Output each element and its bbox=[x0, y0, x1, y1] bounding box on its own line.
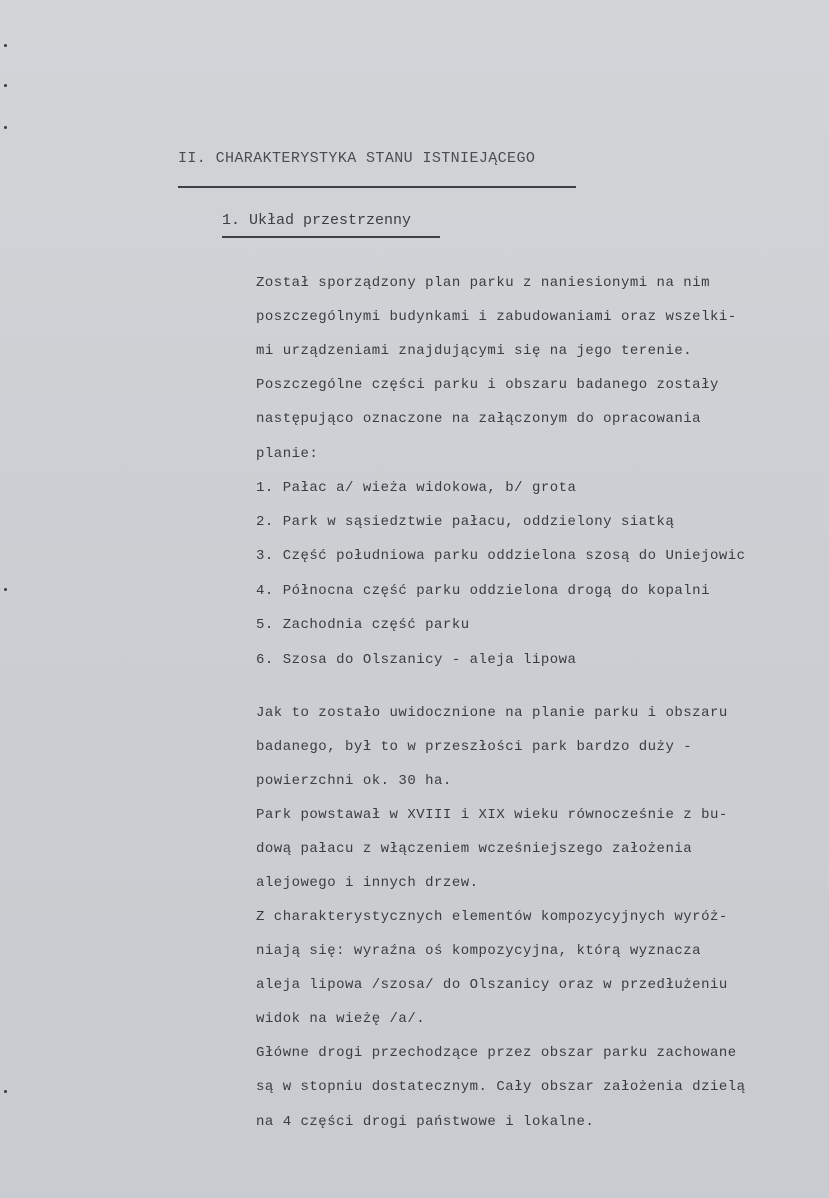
text-line: powierzchni ok. 30 ha. bbox=[256, 773, 452, 789]
text-line: Z charakterystycznych elementów kompozycyjnych wyróż- bbox=[256, 909, 728, 925]
text-line: alejowego i innych drzew. bbox=[256, 875, 479, 891]
edge-mark bbox=[4, 44, 7, 47]
edge-mark bbox=[4, 84, 7, 87]
text-line: Poszczególne części parku i obszaru badanego zostały bbox=[256, 377, 719, 393]
text-line: są w stopniu dostatecznym. Cały obszar założenia dzielą bbox=[256, 1079, 746, 1095]
text-line: na 4 części drogi państwowe i lokalne. bbox=[256, 1114, 595, 1130]
edge-mark bbox=[4, 588, 7, 591]
subsection-heading: 1. Układ przestrzenny bbox=[222, 212, 412, 229]
text-line: badanego, był to w przeszłości park bardzo duży - bbox=[256, 739, 693, 755]
list-item: 6. Szosa do Olszanicy - aleja lipowa bbox=[256, 652, 577, 668]
text-line: Park powstawał w XVIII i XIX wieku równocześnie z bu- bbox=[256, 807, 728, 823]
list-item: 2. Park w sąsiedztwie pałacu, oddzielony siatką bbox=[256, 514, 675, 530]
section-heading: II. CHARAKTERYSTYKA STANU ISTNIEJĄCEGO bbox=[178, 150, 536, 167]
text-line: Główne drogi przechodzące przez obszar parku zachowane bbox=[256, 1045, 737, 1061]
text-line: mi urządzeniami znajdującymi się na jego terenie. bbox=[256, 343, 693, 359]
text-line: widok na wieżę /a/. bbox=[256, 1011, 426, 1027]
text-line: poszczególnymi budynkami i zabudowaniami oraz wszelki- bbox=[256, 309, 737, 325]
edge-mark bbox=[4, 126, 7, 129]
text-line: następująco oznaczone na załączonym do opracowania bbox=[256, 411, 702, 427]
text-line: Jak to zostało uwidocznione na planie parku i obszaru bbox=[256, 705, 728, 721]
list-item: 3. Część południowa parku oddzielona szosą do Uniejowic bbox=[256, 548, 746, 564]
heading-underline bbox=[178, 186, 576, 188]
edge-mark bbox=[4, 1090, 7, 1093]
list-item: 5. Zachodnia część parku bbox=[256, 617, 470, 633]
text-line: Został sporządzony plan parku z naniesionymi na nim bbox=[256, 275, 710, 291]
list-item: 1. Pałac a/ wieża widokowa, b/ grota bbox=[256, 480, 577, 496]
text-line: dową pałacu z włączeniem wcześniejszego założenia bbox=[256, 841, 693, 857]
text-line: niają się: wyraźna oś kompozycyjna, którą wyznacza bbox=[256, 943, 702, 959]
text-line: aleja lipowa /szosa/ do Olszanicy oraz w przedłużeniu bbox=[256, 977, 728, 993]
text-line: planie: bbox=[256, 446, 319, 462]
list-item: 4. Północna część parku oddzielona drogą do kopalni bbox=[256, 583, 710, 599]
subheading-underline bbox=[222, 236, 440, 238]
